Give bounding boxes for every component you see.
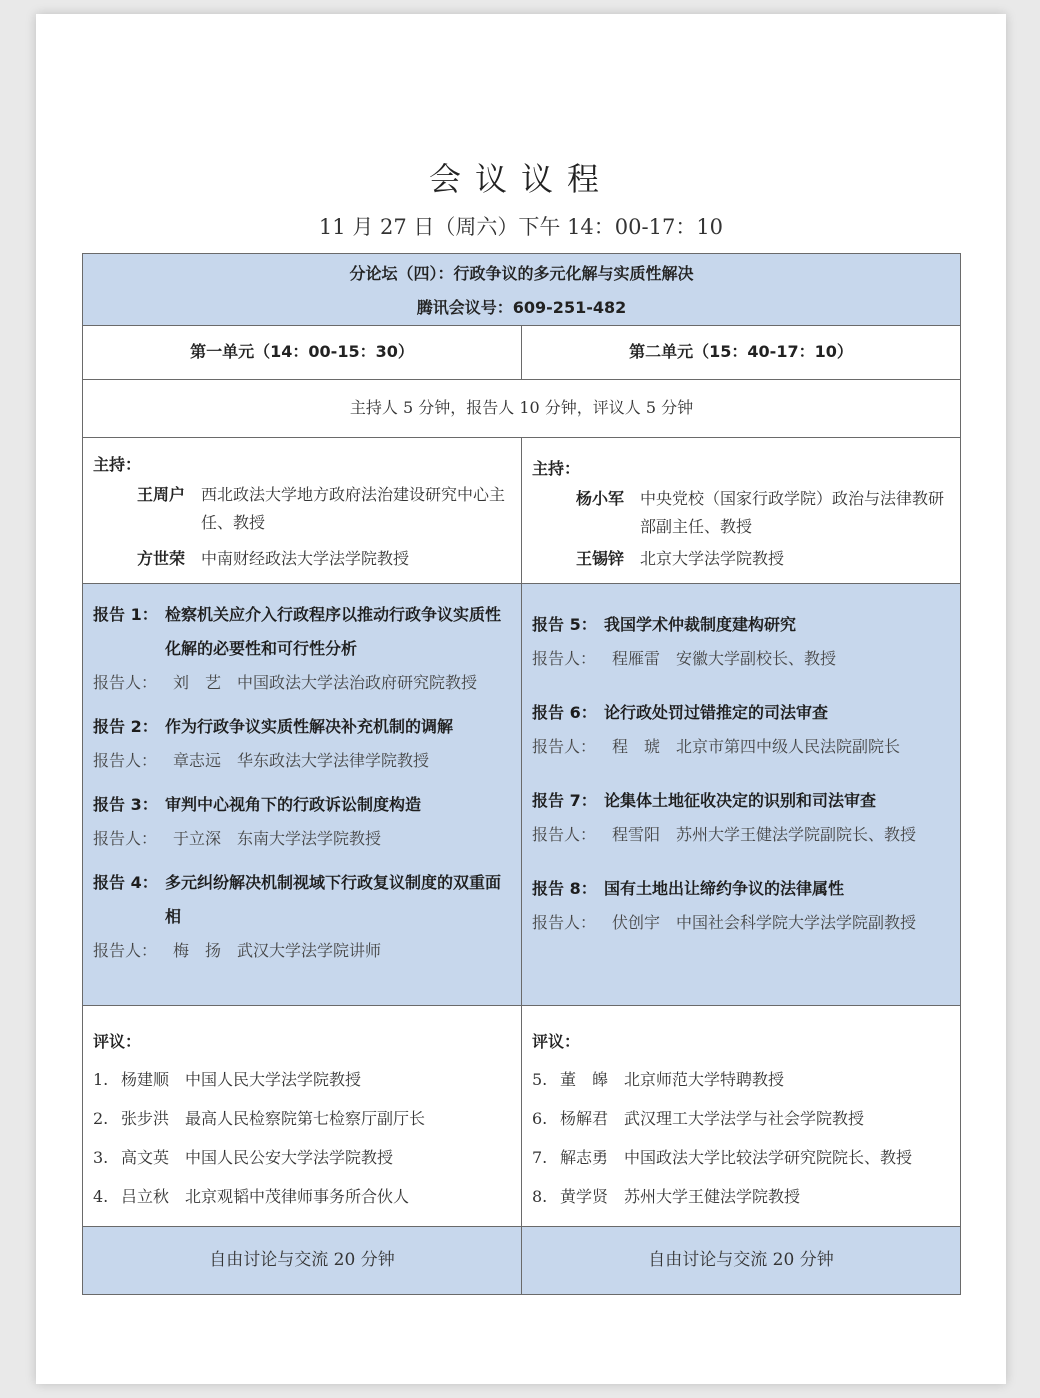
report-number: 报告 4： (93, 873, 158, 892)
report-number: 报告 8： (532, 879, 597, 898)
report-topic: 论行政处罚过错推定的司法审查 (604, 703, 829, 722)
commentator-number: 4. (93, 1187, 109, 1206)
commentator-number: 5. (532, 1070, 548, 1089)
commentator-number: 6. (532, 1109, 548, 1128)
commentator-name: 张步洪 (121, 1109, 170, 1128)
host-affiliation: 中南财经政法大学法学院教授 (201, 549, 410, 568)
report-speaker (532, 730, 950, 764)
report-topic: 检察机关应介入行政程序以推动行政争议实质性化解的必要性和可行性分析 (165, 605, 502, 658)
report-topic: 作为行政争议实质性解决补充机制的调解 (165, 717, 454, 736)
speaker-label: 报告人： (93, 673, 158, 692)
commentator-affiliation: 中国人民公安大学法学院教授 (185, 1148, 394, 1167)
commentator-name: 董 皞 (560, 1070, 609, 1089)
report-topic: 论集体土地征收决定的识别和司法审查 (604, 791, 877, 810)
commentator-number: 2. (93, 1109, 109, 1128)
report-title (93, 598, 511, 666)
host-affiliation: 中央党校（国家行政学院）政治与法律教研部副主任、教授 (640, 489, 945, 536)
speaker-name: 程 琥 (612, 737, 661, 756)
report-title (93, 710, 511, 744)
commentator-number: 7. (532, 1148, 548, 1167)
host-item (93, 481, 511, 537)
time-rule: 主持人 5 分钟，报告人 10 分钟，评议人 5 分钟 (83, 380, 961, 438)
speaker-affiliation: 中国政法大学法治政府研究院教授 (237, 673, 478, 692)
comments-right (522, 1006, 961, 1227)
report-title (532, 696, 950, 730)
report-number: 报告 6： (532, 703, 597, 722)
report-topic: 审判中心视角下的行政诉讼制度构造 (165, 795, 422, 814)
comments-label: 评议： (93, 1032, 142, 1051)
hosts-right (522, 438, 961, 584)
report-title (93, 788, 511, 822)
report-speaker (93, 822, 511, 856)
forum-title: 分论坛（四）：行政争议的多元化解与实质性解决 (349, 264, 694, 283)
commentator-name: 吕立秋 (121, 1187, 170, 1206)
commentator-affiliation: 苏州大学王健法学院教授 (624, 1187, 801, 1206)
unit-right-title: 第二单元（15：40-17：10） (522, 326, 961, 380)
commentator-name: 杨解君 (560, 1109, 609, 1128)
report-topic: 我国学术仲裁制度建构研究 (604, 615, 797, 634)
commentator-name: 杨建顺 (121, 1070, 170, 1089)
reports-left (83, 584, 522, 1006)
speaker-label: 报告人： (532, 737, 597, 756)
report-speaker (532, 642, 950, 676)
commentator-number: 3. (93, 1148, 109, 1167)
reports-right (522, 584, 961, 1006)
speaker-name: 章志远 (173, 751, 222, 770)
report-speaker (532, 818, 950, 852)
speaker-affiliation: 东南大学法学院教授 (237, 829, 382, 848)
commentator (532, 1177, 950, 1216)
report-speaker (532, 906, 950, 940)
speaker-affiliation: 苏州大学王健法学院副院长、教授 (676, 825, 917, 844)
meeting-id: 腾讯会议号：609-251-482 (416, 298, 627, 317)
free-discussion-left: 自由讨论与交流 20 分钟 (83, 1227, 522, 1295)
commentator (93, 1099, 511, 1138)
speaker-name: 程雁雷 (612, 649, 661, 668)
commentator (93, 1177, 511, 1216)
free-discussion-right: 自由讨论与交流 20 分钟 (522, 1227, 961, 1295)
report-speaker (93, 744, 511, 778)
hosts-label: 主持： (93, 455, 142, 474)
report-number: 报告 2： (93, 717, 158, 736)
report-topic: 多元纠纷解决机制视域下行政复议制度的双重面相 (165, 873, 502, 926)
host-item (532, 545, 950, 573)
host-name: 王周户 (136, 485, 185, 504)
commentator (93, 1138, 511, 1177)
speaker-name: 程雪阳 (612, 825, 661, 844)
comments-label: 评议： (532, 1032, 581, 1051)
speaker-label: 报告人： (93, 751, 158, 770)
report-title (532, 872, 950, 906)
commentator-affiliation: 武汉理工大学法学与社会学院教授 (624, 1109, 865, 1128)
host-affiliation: 北京大学法学院教授 (640, 549, 785, 568)
commentator-affiliation: 北京师范大学特聘教授 (624, 1070, 785, 1089)
commentator-name: 高文英 (121, 1148, 170, 1167)
report-title (93, 866, 511, 934)
speaker-label: 报告人： (532, 913, 597, 932)
speaker-label: 报告人： (532, 649, 597, 668)
commentator-name: 黄学贤 (560, 1187, 609, 1206)
speaker-name: 刘 艺 (173, 673, 222, 692)
commentator-name: 解志勇 (560, 1148, 609, 1167)
commentator-affiliation: 中国政法大学比较法学研究院院长、教授 (624, 1148, 913, 1167)
speaker-affiliation: 武汉大学法学院讲师 (237, 941, 382, 960)
forum-header (83, 254, 961, 326)
host-name: 方世荣 (136, 549, 185, 568)
host-affiliation: 西北政法大学地方政府法治建设研究中心主任、教授 (201, 485, 506, 532)
speaker-label: 报告人： (93, 941, 158, 960)
report-number: 报告 3： (93, 795, 158, 814)
speaker-name: 梅 扬 (173, 941, 222, 960)
speaker-affiliation: 华东政法大学法律学院教授 (237, 751, 430, 770)
comments-left (83, 1006, 522, 1227)
commentator-affiliation: 中国人民大学法学院教授 (185, 1070, 362, 1089)
speaker-affiliation: 安徽大学副校长、教授 (676, 649, 837, 668)
report-topic: 国有土地出让缔约争议的法律属性 (604, 879, 845, 898)
host-item (532, 485, 950, 541)
report-number: 报告 5： (532, 615, 597, 634)
speaker-name: 于立深 (173, 829, 222, 848)
commentator (93, 1060, 511, 1099)
speaker-affiliation: 中国社会科学院大学法学院副教授 (676, 913, 917, 932)
hosts-left (83, 438, 522, 584)
commentator-number: 1. (93, 1070, 109, 1089)
host-name: 王锡锌 (575, 549, 624, 568)
speaker-name: 伏创宇 (612, 913, 661, 932)
agenda-table (82, 253, 961, 1295)
page-title: 会议议程 (428, 160, 613, 198)
report-title (532, 608, 950, 642)
speaker-label: 报告人： (532, 825, 597, 844)
commentator (532, 1138, 950, 1177)
page-subtitle: 11 月 27 日（周六）下午 14：00-17：10 (318, 215, 724, 239)
commentator (532, 1060, 950, 1099)
commentator-number: 8. (532, 1187, 548, 1206)
host-name: 杨小军 (575, 489, 624, 508)
report-speaker (93, 666, 511, 700)
speaker-label: 报告人： (93, 829, 158, 848)
speaker-affiliation: 北京市第四中级人民法院副院长 (676, 737, 901, 756)
report-number: 报告 7： (532, 791, 597, 810)
commentator (532, 1099, 950, 1138)
report-speaker (93, 934, 511, 968)
hosts-label: 主持： (532, 459, 581, 478)
host-item (93, 545, 511, 573)
commentator-affiliation: 最高人民检察院第七检察厅副厅长 (185, 1109, 426, 1128)
commentator-affiliation: 北京观韬中茂律师事务所合伙人 (185, 1187, 410, 1206)
unit-left-title: 第一单元（14：00-15：30） (83, 326, 522, 380)
report-number: 报告 1： (93, 605, 158, 624)
report-title (532, 784, 950, 818)
